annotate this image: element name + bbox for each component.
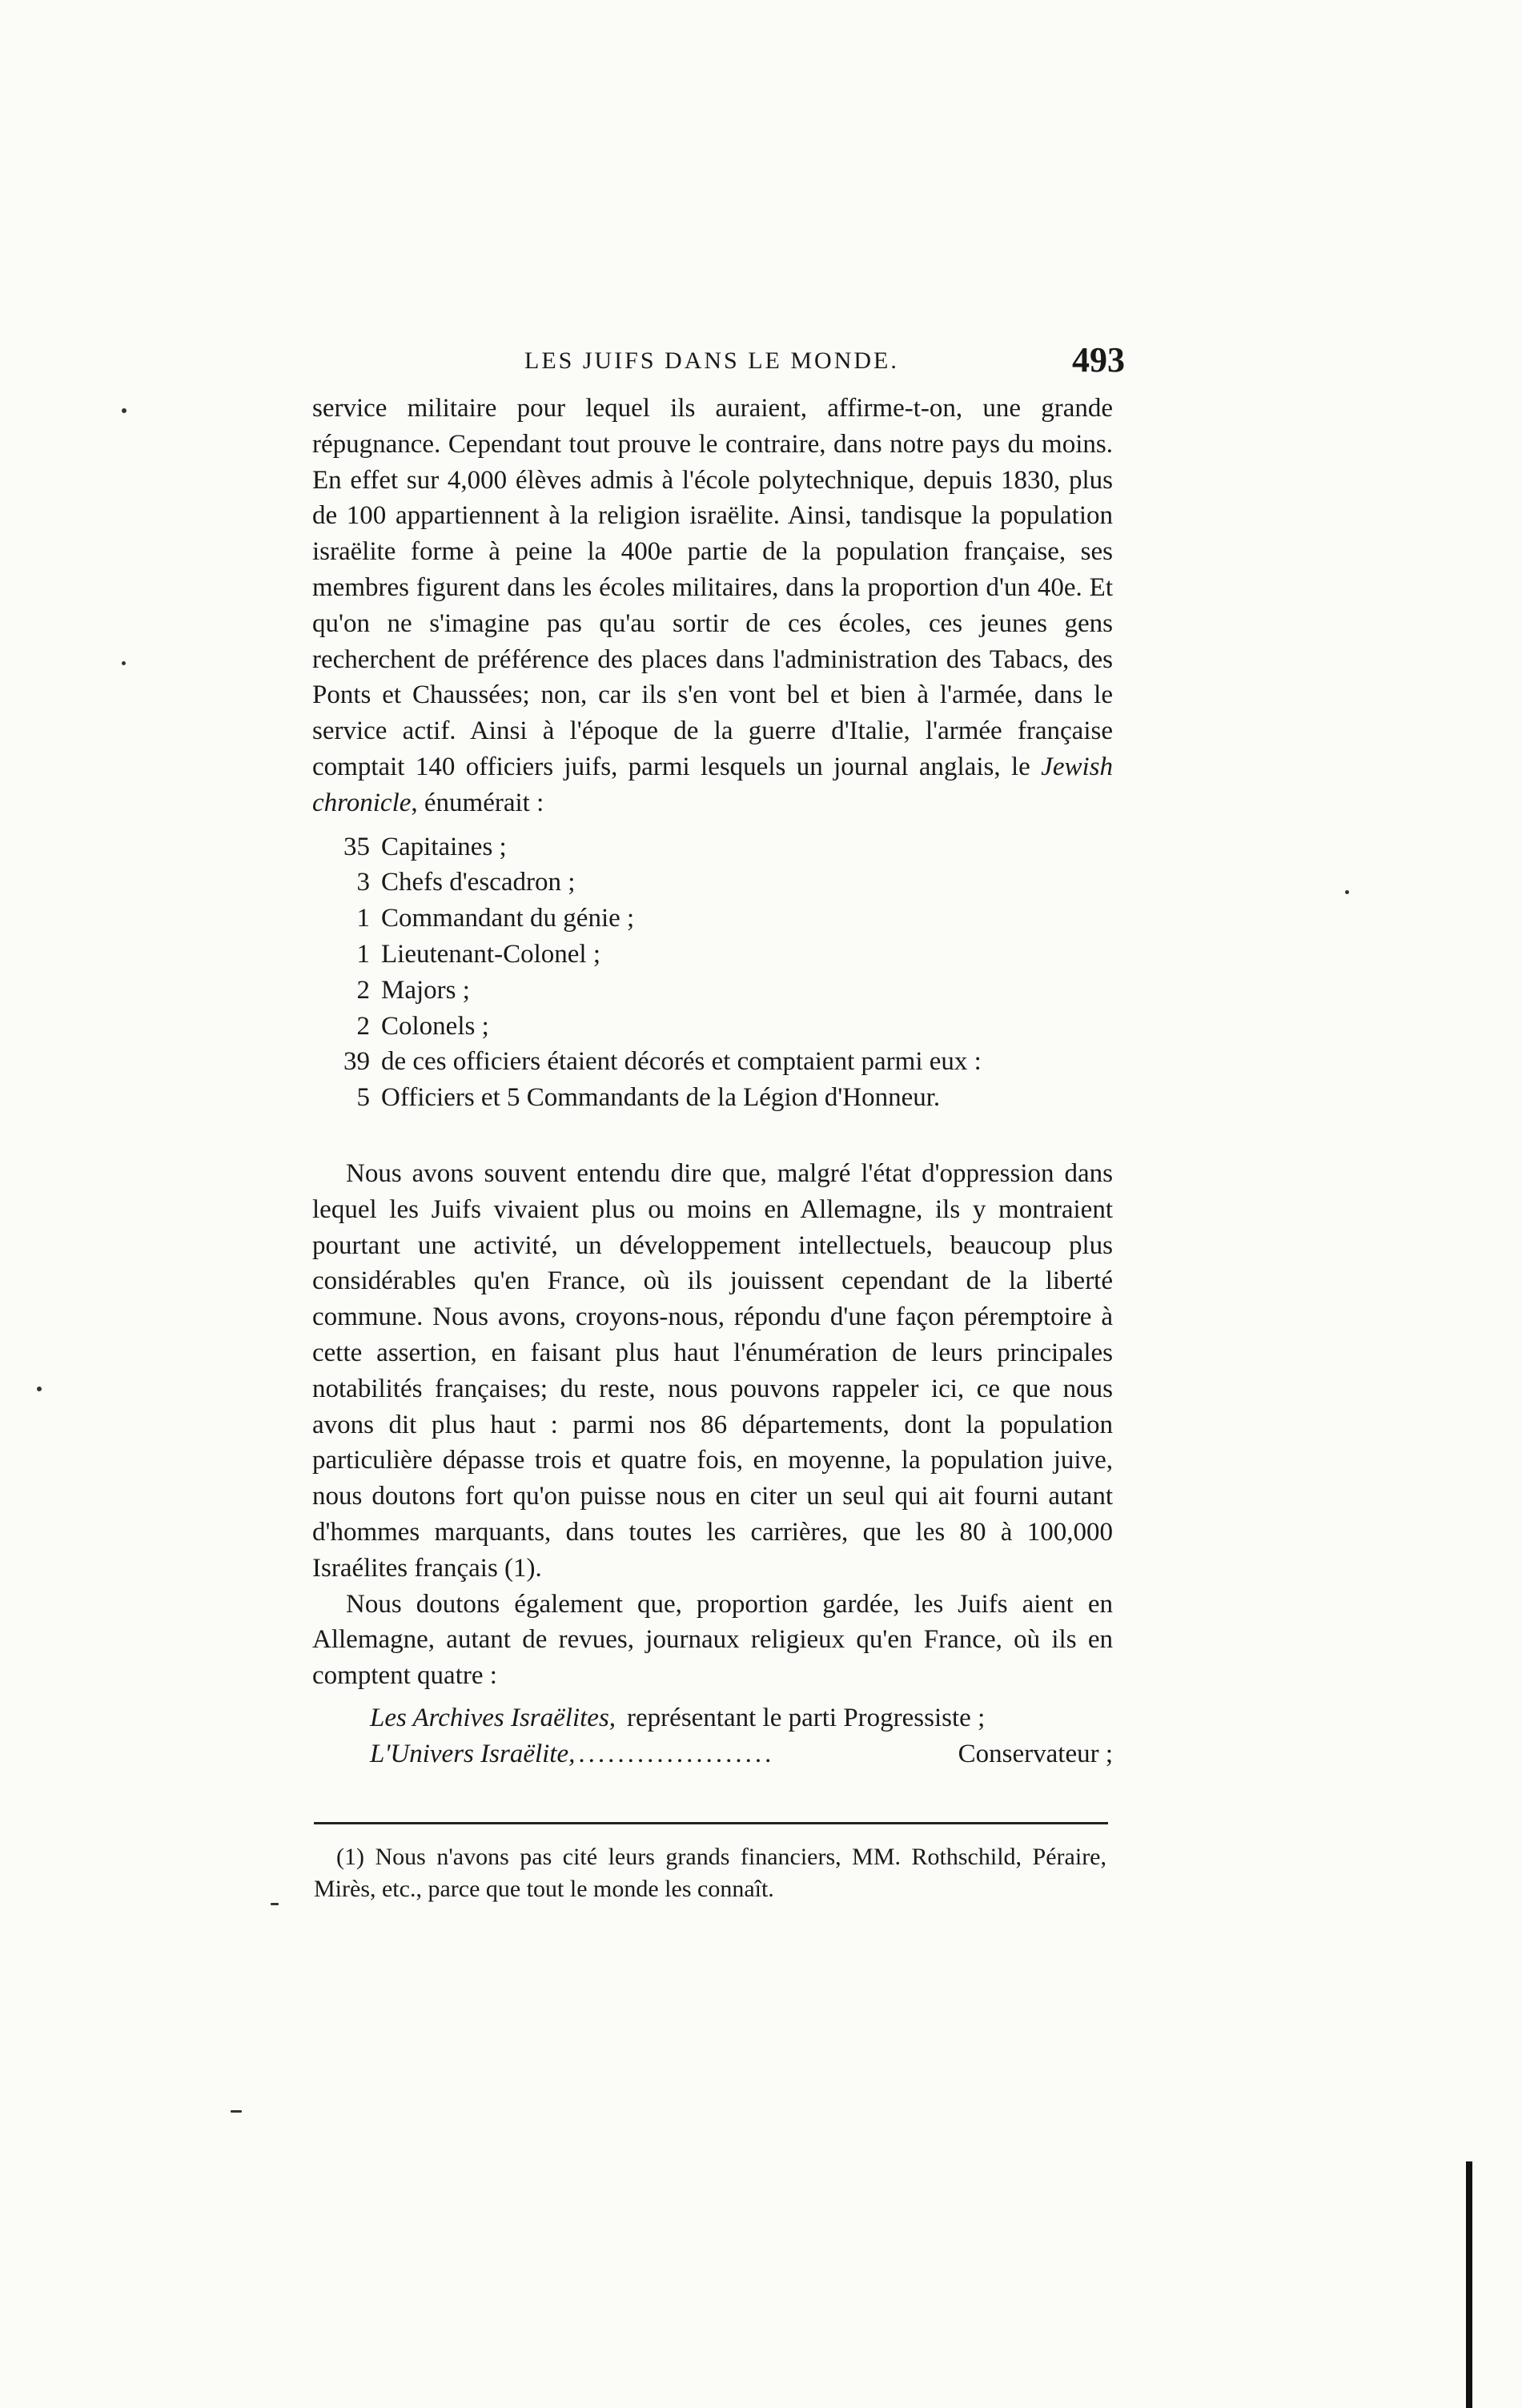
paragraph-journals-intro: Nous doutons également que, proportion gardée, les Juifs aient en Allemagne, autant de revues, journaux religieux qu'en France, où ils en comptent quatre : xyxy=(312,1589,1113,1691)
officer-count: 5 xyxy=(356,1083,370,1113)
scan-speck xyxy=(1345,890,1349,894)
journal-description: représentant le parti Progressiste ; xyxy=(627,1703,986,1732)
officer-count: 35 xyxy=(343,832,370,861)
officer-rank: Commandant du génie ; xyxy=(381,904,635,933)
section-gap xyxy=(312,1116,1113,1156)
list-item xyxy=(312,937,1113,973)
officer-rank: Majors ; xyxy=(381,975,470,1005)
journal-description: Conservateur ; xyxy=(958,1739,1113,1768)
body-text xyxy=(312,391,1113,1772)
officer-rank: Colonels ; xyxy=(381,1011,489,1041)
footnote-rule xyxy=(314,1822,1108,1824)
scan-speck xyxy=(271,1903,279,1905)
page-number: 493 xyxy=(1072,340,1125,379)
scan-speck xyxy=(231,2110,242,2113)
journal-name: L'Univers Israëlite, xyxy=(370,1739,576,1768)
list-item xyxy=(312,901,1113,937)
list-item xyxy=(312,973,1113,1009)
officer-count: 1 xyxy=(356,939,370,969)
officer-rank: Capitaines ; xyxy=(381,832,507,861)
officer-count: 2 xyxy=(356,1011,370,1041)
officer-rank: Officiers et 5 Commandants de la Légion d'Honneur. xyxy=(381,1083,941,1113)
running-title: LES JUIFS DANS LE MONDE. xyxy=(524,347,899,374)
page-edge-bar xyxy=(1466,2161,1472,2408)
list-item xyxy=(370,1700,1113,1736)
footnote: (1) Nous n'avons pas cité leurs grands financiers, MM. Rothschild, Péraire, Mirès, etc., parce que tout le monde les connaît. xyxy=(314,1844,1106,1902)
officer-count: 2 xyxy=(356,975,370,1005)
officer-rank: Chefs d'escadron ; xyxy=(381,868,576,897)
journal-list xyxy=(312,1700,1113,1772)
officer-rank: de ces officiers étaient décorés et comptaient parmi eux : xyxy=(381,1047,982,1077)
officer-count: 39 xyxy=(343,1047,370,1077)
paragraph-military-service xyxy=(312,391,1113,821)
list-item xyxy=(312,1044,1113,1080)
paragraph-text: service militaire pour lequel ils auraient, affirme-t-on, une grande répugnance. Cependant tout prouve le contraire, dans notre pays du moins. En effet sur 4,000 élèves admis à l'école polytechnique, depuis 1830, plus de 100 appartiennent à la religion israëlite. Ainsi, tandisque la population israëlite forme à peine la 400e partie de la population française, ses membres figurent dans les écoles militaires, dans la proportion d'un 40e. Et qu'on ne s'imagine pas qu'au sortir de ces écoles, ces jeunes gens recherchent de préférence des places dans l'administration des Tabacs, des Ponts et Chaussées; non, car ils s'en vont bel et bien à l'armée, dans le service actif. Ainsi à l'époque de la guerre d'Italie, l'armée française comptait 140 officiers juifs, parmi lesquels un journal anglais, le xyxy=(312,394,1113,781)
journal-name: Les Archives Israëlites, xyxy=(370,1703,616,1732)
scan-speck xyxy=(122,661,126,665)
list-item xyxy=(312,865,1113,901)
scan-speck xyxy=(37,1387,42,1391)
journal-title: Jewish chronicle xyxy=(312,752,1113,817)
dot-leader: .................... xyxy=(578,1739,775,1768)
paragraph-text-end: , énumérait : xyxy=(411,788,544,817)
paragraph-germany-comparison: Nous avons souvent entendu dire que, malgré l'état d'oppression dans lequel les Juifs vivaient plus ou moins en Allemagne, ils y montraient pourtant une activité, un développement intellectuels, beaucoup plus considérables qu'en France, où ils jouissent cependant de la liberté commune. Nous avons, croyons-nous, répondu d'une façon péremptoire à cette assertion, en faisant plus haut l'énumération de leurs principales notabilités françaises; du reste, nous pouvons rappeler ici, ce que nous avons dit plus haut : parmi nos 86 départements, dont la population particulière dépasse trois et quatre fois, en moyenne, la population juive, nous doutons fort qu'on puisse nous en citer un seul qui ait fourni autant d'hommes marquants, dans toutes les carrières, que les 80 à 100,000 Israélites français (1). xyxy=(312,1158,1113,1583)
running-head xyxy=(312,339,1137,387)
officer-rank: Lieutenant-Colonel ; xyxy=(381,939,601,969)
officer-count: 3 xyxy=(356,868,370,897)
list-item xyxy=(370,1736,1113,1772)
officer-count: 1 xyxy=(356,904,370,933)
list-item xyxy=(312,1009,1113,1045)
list-item xyxy=(312,1080,1113,1116)
list-item xyxy=(312,829,1113,865)
officer-list xyxy=(312,829,1113,1116)
scan-speck xyxy=(122,408,126,413)
